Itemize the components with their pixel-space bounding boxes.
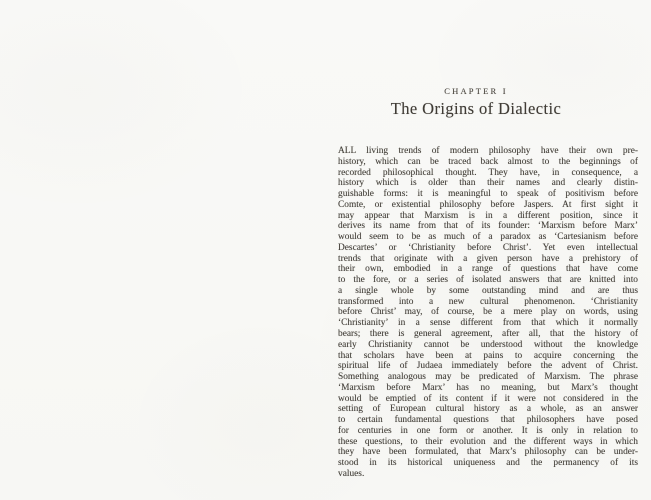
body-line: recorded philosophical thought. They have, in consequence, a: [338, 167, 638, 178]
body-line: that scholars have been at pains to acquire concerning the: [338, 350, 638, 361]
chapter-heading: CHAPTER I: [444, 86, 508, 96]
body-line: Descartes’ or ‘Christianity before Christ’. Yet even intellectual: [338, 242, 638, 253]
body-line: setting of European cultural history as a whole, as an answer: [338, 404, 638, 415]
body-line: stood in its historical uniqueness and the permanency of its: [338, 458, 638, 469]
body-text: [338, 146, 638, 480]
body-line: ALL living trends of modern philosophy have their own pre-: [338, 146, 638, 156]
body-line: Comte, or existential philosophy before Jaspers. At first sight it: [338, 199, 638, 210]
body-line: values.: [338, 468, 365, 479]
body-line: to certain fundamental questions that philosophers have posed: [338, 415, 638, 426]
body-line: before Christ’ may, of course, be a mere play on words, using: [338, 307, 638, 318]
page-headings: [326, 87, 626, 118]
body-line: for centuries in one form or another. It is only in relation to: [338, 425, 638, 436]
body-line: may appear that Marxism is in a different position, since it: [338, 210, 638, 221]
body-line: history which is older than their names and clearly distin-: [338, 178, 638, 189]
body-line: transformed into a new cultural phenomenon. ‘Christianity: [338, 296, 638, 307]
body-line: they have been formulated, that Marx’s philosophy can be under-: [338, 447, 638, 458]
page-title: The Origins of Dialectic: [390, 99, 562, 118]
body-line: history, which can be traced back almost to the beginnings of: [338, 156, 638, 167]
body-line: to the fore, or a series of isolated answers that are knitted into: [338, 275, 638, 286]
body-line: spiritual life of Judaea immediately before the advent of Christ.: [338, 361, 638, 372]
body-line: bears; there is general agreement, after all, that the history of: [338, 329, 638, 340]
body-line: their own, embodied in a range of questions that have come: [338, 264, 638, 275]
left-page-blank: [0, 0, 325, 500]
right-page: [338, 87, 638, 480]
body-line: early Christianity cannot be understood without the knowledge: [338, 339, 638, 350]
body-line: trends that originate with a given person have a prehistory of: [338, 253, 638, 264]
body-line: these questions, to their evolution and the different ways in which: [338, 436, 638, 447]
body-line: a single whole by some outstanding mind and are thus: [338, 285, 638, 296]
body-line: guishable forms: it is meaningful to speak of positivism before: [338, 189, 638, 200]
body-line: Something analogous may be predicated of Marxism. The phrase: [338, 372, 638, 383]
body-line: derives its name from that of its founder: ‘Marxism before Marx’: [338, 221, 638, 232]
body-line: ‘Marxism before Marx’ has no meaning, but Marx’s thought: [338, 382, 638, 393]
body-line: would be emptied of its content if it were not considered in the: [338, 393, 638, 404]
body-line: would seem to be as much of a paradox as ‘Cartesianism before: [338, 232, 638, 243]
body-line: ‘Christianity’ in a sense different from that which it normally: [338, 318, 638, 329]
